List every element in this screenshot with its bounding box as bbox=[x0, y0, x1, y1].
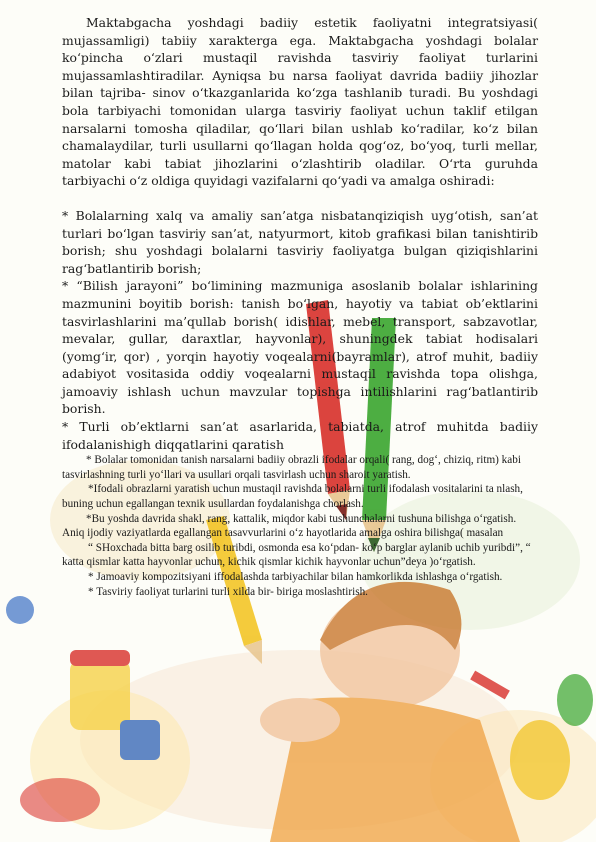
list-item: *Bu yoshda davrida shakl, rang, kattalik, miqdor kabi tushunchalarni tushuna bilishga o‘rgatish. Aniq ijodiy vaziyatlarda egallangan tasavvurlarini o‘z hayotlarida amalga oshira bilishga( masalan bbox=[62, 512, 517, 540]
bullet-paragraph-3: * Turli ob’ektlarni san’at asarlarida, tabiatda, atrof muhitda badiiy ifodalanishigh diqqatlarini qaratish bbox=[62, 419, 538, 452]
bullet-paragraph-1: * Bolalarning xalq va amaliy san’atga nisbatanqiziqish uygʻotish, san’at turlari boʻlgan tasviriy san’at, natyurmort, kitob grafikasi bilan tanishtirib borish; shu yoshdagi bolalarni tasviriy faoliyatga bulgan qiziqishlarini ragʻbatlantirib borish; bbox=[62, 207, 538, 276]
bullet-paragraph-2: * “Bilish jarayoni” boʻlimining mazmuniga asoslanib bolalar ishlarining mazmunini boyitib borish: tanish boʻlgan, hayotiy va tabiat ob’ektlarini tasvirlashlarini ma’qullab borish( idishlar, mebel, transport, sabzavotlar, mevalar, gullar, daraxtlar, hayvonlar), shuningdek tabiat hodisalari (yomgʻir, qor) , yorqin hayotiy voqealarni(bayramlar), atrof muhit, badiiy adabiyot vositasida oddiy voqealarni mustaqil ravishda topa olishga, jamoaviy ishlash uchun mavzular topishga intilishlarini ragʻbatlantirib borish. bbox=[62, 278, 538, 417]
intro-paragraph: Maktabgacha yoshdagi badiiy estetik faoliyatni integratsiyasi( mujassamligi) tabiiy xarakterga ega. Maktabgacha yoshdagi bolalar koʻpincha oʻzlari mustaqil ravishda tasviriy faoliyat turlarini mujassamlashtiradilar. Ayniqsa bu narsa faoliyat davrida badiiy jihozlar bilan tajriba- sinov oʻtkazganlarida koʻzga tashlanib turadi. Bu yoshdagi bola tarbiyachi tomonidan ularga tasviriy faoliyat uchun taklif etilgan narsalarni tomosha qiladilar, qoʻllari bilan ushlab koʻradilar, koʻz bilan chamalaydilar, turli usullarni qoʻllagan holda qogʻoz, boʻyoq, turli mellar, matolar kabi tabiat jihozlarini oʻzlashtirib oladilar. Oʻrta guruhda tarbiyachi oʻz oldiga quyidagi vazifalarni qoʻyadi va amalga oshiradi: bbox=[62, 15, 538, 189]
list-item: * Jamoaviy kompozitsiyani iffodalashda tarbiyachilar bilan hamkorlikda ishlashga o‘rgatish. bbox=[88, 571, 503, 583]
list-item: * Bolalar tomonidan tanish narsalarni badiiy obrazli ifodalar orqali( rang, dog‘, chiziq, ritm) kabi tasvirlashning turli yo‘llari va usullari orqali tasvirlash uchun sharoit yaratish. bbox=[62, 454, 521, 481]
list-item: “ SHoxchada bitta barg osilib turibdi, osmonda esa ko‘pdan- ko‘p barglar aylanib uchib yuribdi”, “ katta qismlar katta hayvonlar uchun, kichik qismlar kichik hayvonlar uchun”deya )o‘rgatish. bbox=[62, 541, 531, 569]
list-item: *Ifodali obrazlarni yaratish uchun mustaqil ravishda bolalarni turli ifodalash vositalarini ta nlash, buning uchun egallangan texnik usullardan foydalanishga chorlash. bbox=[62, 483, 523, 511]
list-item: * Tasviriy faoliyat turlarini turli xilda bir- biriga moslashtirish. bbox=[88, 585, 368, 598]
document-body bbox=[62, 14, 538, 599]
